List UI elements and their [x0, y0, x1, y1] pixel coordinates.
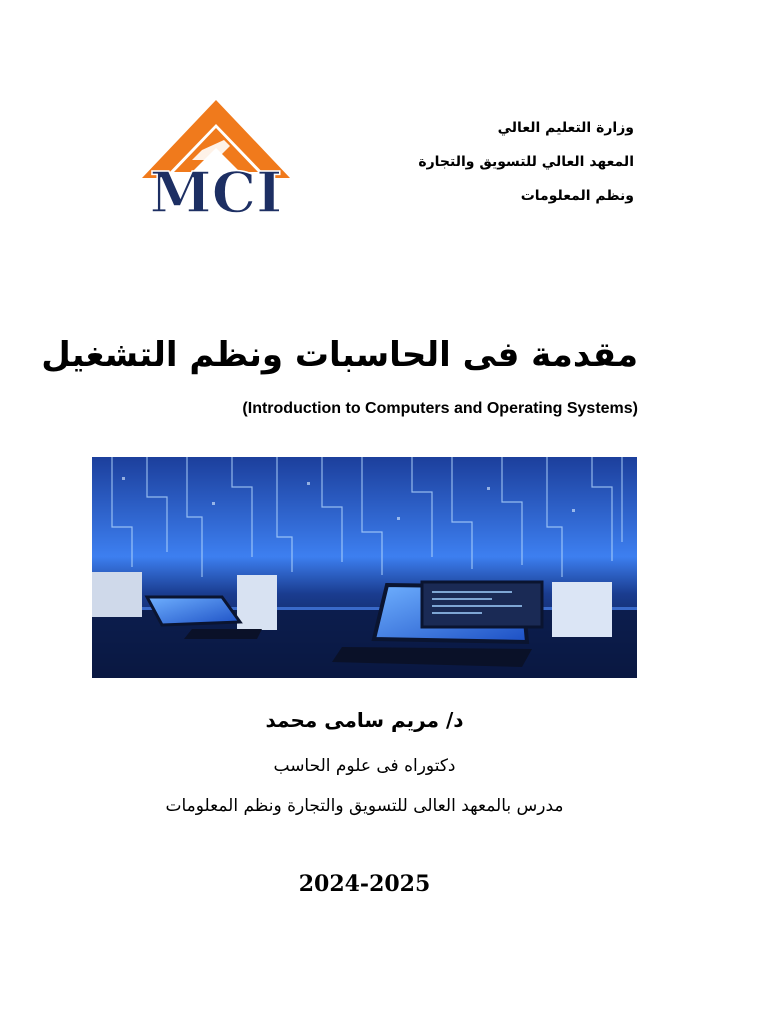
institute-name: المعهد العالي للتسويق والتجارة — [418, 154, 634, 170]
book-title-arabic: مقدمة فى الحاسبات ونظم التشغيل — [41, 335, 638, 375]
institution-header — [334, 118, 634, 220]
computer-lab-icon — [92, 457, 637, 678]
institute-name-cont: ونظم المعلومات — [520, 188, 634, 204]
ministry-name: وزارة التعليم العالي — [497, 120, 634, 136]
author-position: مدرس بالمعهد العالى للتسويق والتجارة ونظم المعلومات — [165, 796, 564, 816]
cover-image — [92, 457, 637, 678]
author-degree: دكتوراه فى علوم الحاسب — [273, 756, 456, 776]
logo-text: MCI — [149, 160, 283, 218]
book-title-english: (Introduction to Computers and Operating Systems) — [242, 400, 638, 417]
mci-logo — [134, 98, 298, 218]
academic-year: 2024-2025 — [298, 871, 431, 897]
mci-logo-icon — [134, 98, 298, 218]
author-name: د/ مريم سامى محمد — [265, 708, 464, 732]
